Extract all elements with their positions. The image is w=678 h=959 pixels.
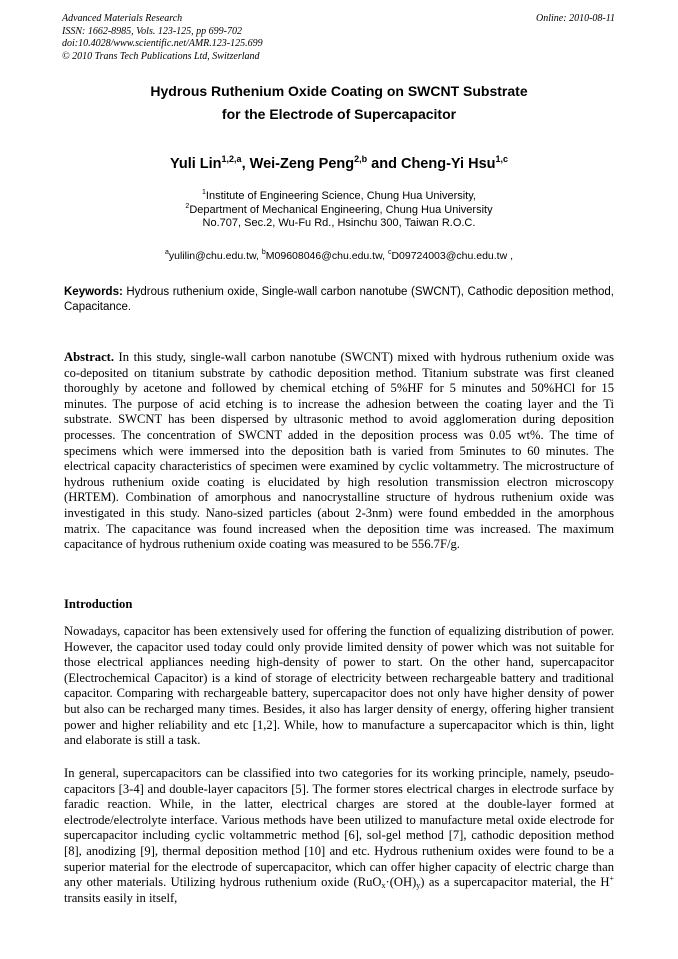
doi-line: doi:10.4028/www.scientific.net/AMR.123-125.699 bbox=[62, 38, 263, 49]
section-heading-introduction: Introduction bbox=[64, 597, 133, 611]
author-name: Cheng-Yi Hsu bbox=[400, 156, 496, 172]
affiliations bbox=[0, 190, 678, 231]
email-address: yulilin@chu.edu.tw, bbox=[168, 250, 262, 262]
affiliation-mark: 2 bbox=[185, 202, 190, 210]
affiliation-1 bbox=[0, 190, 678, 204]
email-mark: b bbox=[261, 249, 266, 256]
author-emails bbox=[0, 250, 678, 262]
email-address: M09608046@chu.edu.tw, bbox=[265, 250, 388, 262]
keywords-text: Hydrous ruthenium oxide, Single-wall carbon nanotube (SWCNT), Cathodic deposition method, Capacitance. bbox=[64, 286, 614, 313]
superscript-plus: + bbox=[609, 874, 614, 884]
affiliation-2 bbox=[0, 204, 678, 218]
introduction-paragraph-2 bbox=[64, 766, 614, 906]
affiliation-text: Department of Mechanical Engineering, Chung Hua University bbox=[189, 203, 493, 216]
author-name: Yuli Lin bbox=[169, 156, 222, 172]
abstract-text: In this study, single-wall carbon nanotube (SWCNT) mixed with hydrous ruthenium oxide was co-deposited on titanium substrate by cathodic deposition method. Titanium substrate was first cleaned thoroughly by acetone and followed by chemical etching of 5%HF for 5 minutes and 50%HCl for 15 minutes. The purpose of acid etching is to increase the adhesion between the coating layer and the Ti substrate. SWCNT has been dispersed by ultrasonic method to avoid agglomeration during deposition processes. The concentration of SWCNT added in the deposition process was 0.05 wt%. The time of specimens which were immersed into the deposition bath is varied from 5minutes to 60 minutes. The electrical capacity characteristics of specimen were examined by cyclic voltammetry. The microstructure of hydrous ruthenium oxide coating is elucidated by high resolution transmission electron microscopy (HRTEM). Combination of amorphous and nanocrystalline structure of hydrous ruthenium oxide was investigated in this study. Nano-sized particles (about 2-3nm) were found embedded in the amorphous matrix. The capacitance was found increased when the deposition time was increased. The maximum capacitance of hydrous ruthenium oxide coating was measured to be 556.7F/g. bbox=[64, 350, 614, 552]
paragraph-text: In general, supercapacitors can be classified into two categories for its working principle, namely, pseudo-capacitors [3-4] and double-layer capacitors [5]. The former stores electrical charges in electrode surface by faradic reaction. While, in the latter, electrical charges are stored at the double-layer formed at electrode/electrolyte interface. Various methods have been utilized to manufacture metal oxide electrode for supercapacitor including cyclic voltammetric method [6], sol-gel method [7], cathodic deposition method [8], anodizing [9], thermal deposition method [10] and etc. Hydrous ruthenium oxides were found to be a superior material for the electrode of supercapacitor, which can offer higher capacity of electric charge than any other materials. Utilizing hydrous ruthenium oxide (RuO bbox=[64, 766, 614, 890]
title-line-2: for the Electrode of Supercapacitor bbox=[221, 106, 457, 122]
journal-header bbox=[62, 13, 263, 63]
paragraph-text: transits easily in itself, bbox=[64, 890, 178, 905]
issn-line: ISSN: 1662-8985, Vols. 123-125, pp 699-702 bbox=[62, 25, 242, 37]
email-address: D09724003@chu.edu.tw , bbox=[391, 250, 514, 262]
paper-title bbox=[0, 80, 678, 126]
email-mark: a bbox=[164, 249, 169, 256]
subscript-y: y bbox=[416, 881, 421, 891]
subscript-x: x bbox=[381, 881, 386, 891]
affiliation-mark: 1 bbox=[202, 189, 206, 196]
online-date: Online: 2010-08-11 bbox=[536, 13, 615, 24]
introduction-paragraph-1: Nowadays, capacitor has been extensively used for offering the function of equalizing distribution of power. However, the capacitor used today could only provide limited density of power which was not suitable for those electrical appliances needing high-density of power to start. On the other hand, supercapacitor (Electrochemical Capacitor) is a kind of storage of electricity between rechargeable battery and traditional capacitor. Comparing with rechargeable battery, supercapacitor does not only have higher density of power but also can be recharged many times. Besides, it also has larger density of energy, offering higher transient power and higher reliability and etc [1,2]. While, how to manufacture a supercapacitor which is thin, light and elaborate is still a task. bbox=[64, 624, 614, 748]
affiliation-address: No.707, Sec.2, Wu-Fu Rd., Hsinchu 300, Taiwan R.O.C. bbox=[202, 217, 476, 229]
title-line-1: Hydrous Ruthenium Oxide Coating on SWCNT Substrate bbox=[150, 83, 528, 99]
author-name: Wei-Zeng Peng bbox=[249, 156, 355, 172]
copyright-line: © 2010 Trans Tech Publications Ltd, Switzerland bbox=[62, 50, 260, 62]
author-list bbox=[0, 156, 678, 172]
keywords-label: Keywords: bbox=[64, 286, 123, 298]
email-mark: c bbox=[387, 249, 392, 256]
formula-text: ·(OH) bbox=[385, 875, 417, 890]
keywords bbox=[64, 285, 614, 315]
author-separator: , bbox=[241, 156, 250, 172]
paragraph-text: ) as a supercapacitor material, the H bbox=[420, 875, 610, 890]
author-separator: and bbox=[367, 156, 401, 172]
author-affiliation-mark: 2,b bbox=[354, 154, 368, 164]
abstract bbox=[64, 350, 614, 553]
journal-name: Advanced Materials Research bbox=[62, 13, 183, 24]
abstract-label: Abstract. bbox=[64, 350, 115, 364]
author-affiliation-mark: 1,2,a bbox=[221, 154, 242, 164]
author-affiliation-mark: 1,c bbox=[495, 154, 509, 164]
affiliation-text: Institute of Engineering Science, Chung Hua University, bbox=[205, 190, 476, 202]
